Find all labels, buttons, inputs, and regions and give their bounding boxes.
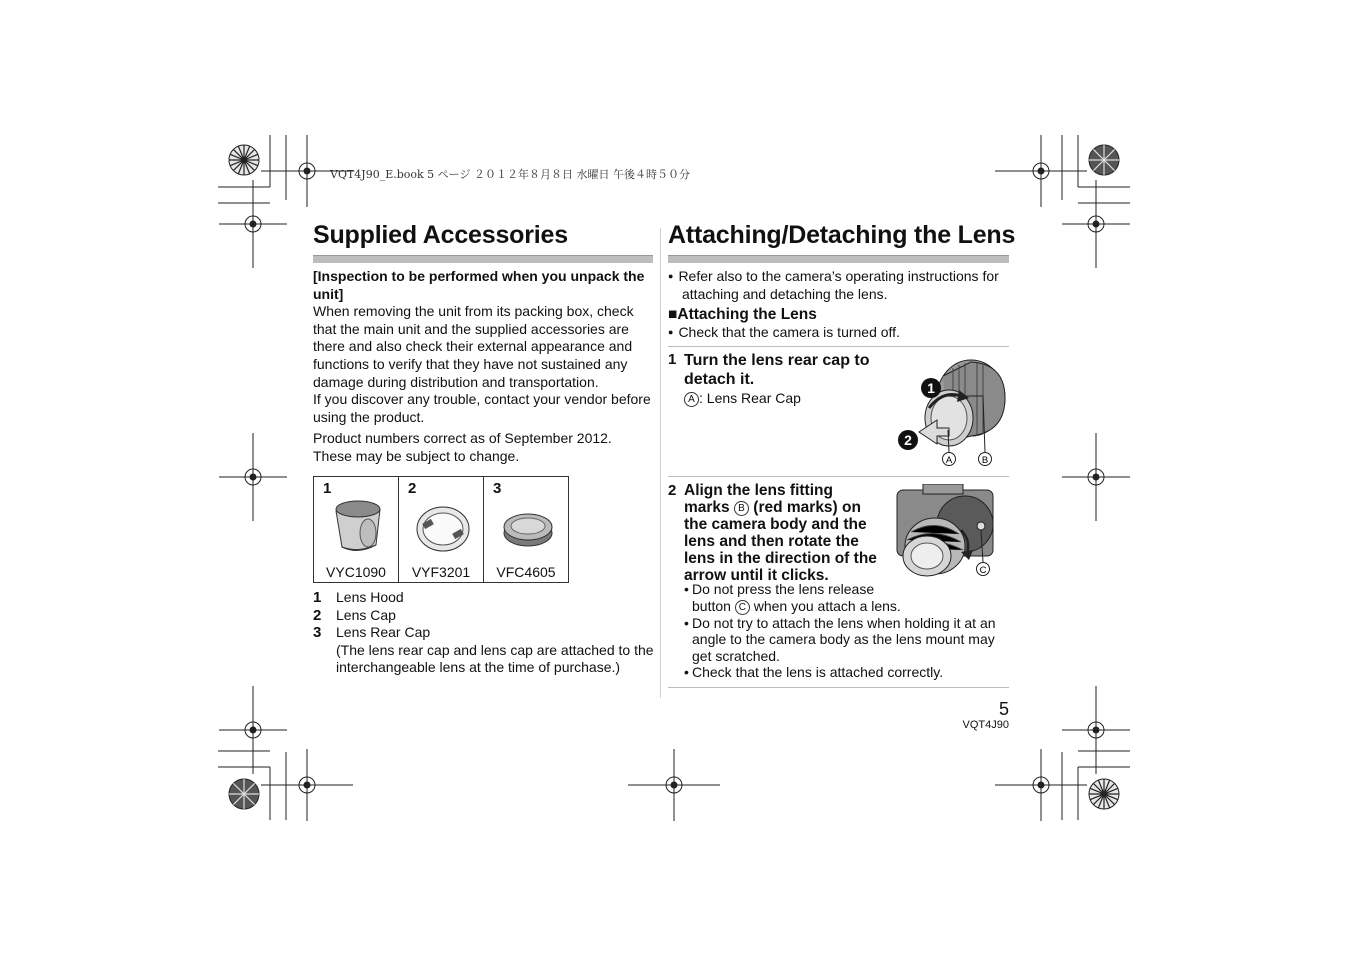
cell-number: 2 bbox=[408, 480, 417, 497]
supplied-accessories-title: Supplied Accessories bbox=[313, 221, 568, 249]
fig-label-one: 1 bbox=[927, 380, 935, 396]
step-2-text: the camera body and the lens and then rotate the lens in the direction of the arrow until it clicks. bbox=[684, 516, 877, 584]
intro-section bbox=[668, 268, 1009, 341]
refer-bullet: ● Refer also to the camera’s operating instructions for attaching and detaching the lens. bbox=[668, 268, 1009, 303]
fig-label-b: B bbox=[981, 455, 989, 466]
lens-hood-icon bbox=[328, 495, 388, 557]
accessory-list bbox=[313, 589, 658, 677]
lens-rear-cap-figure bbox=[893, 356, 1013, 470]
lens-cap-icon bbox=[413, 495, 473, 557]
cell-code: VYF3201 bbox=[411, 564, 471, 580]
list-note: (The lens rear cap and lens cap are attached to the interchangeable lens at the time of purchase.) bbox=[336, 641, 654, 676]
caution-bullet: • Check that the lens is attached correctly. bbox=[684, 664, 944, 681]
lens-rear-cap-icon bbox=[498, 495, 558, 557]
inspection-text: When removing the unit from its packing box, check that the main unit and the supplied accessories are there and also check their external appearance and functions to verify that they have not sustained any damage during distribution and transportation. bbox=[313, 303, 634, 390]
step-2-bullets bbox=[684, 581, 1010, 681]
step-2-line-1: Align the lens fitting bbox=[684, 482, 833, 499]
step-divider bbox=[668, 346, 1009, 347]
inspection-section bbox=[313, 268, 653, 466]
cell-number: 3 bbox=[493, 480, 502, 497]
attaching-subheading: ■Attaching the Lens bbox=[668, 306, 817, 324]
camera-lens-figure bbox=[893, 484, 1011, 582]
cell-code: VYC1090 bbox=[326, 564, 386, 580]
accessory-cell bbox=[399, 477, 484, 583]
accessory-cell bbox=[314, 477, 399, 583]
model-code: VQT4J90 bbox=[962, 719, 1009, 731]
attaching-lens-title: Attaching/Detaching the Lens bbox=[668, 221, 1016, 249]
cell-code: VFC4605 bbox=[496, 564, 556, 580]
step-number: 2 bbox=[668, 482, 677, 499]
fig-label-a: A bbox=[945, 455, 953, 466]
print-header: VQT4J90_E.book 5 ページ ２０１２年８月８日 水曜日 午後４時５０分 bbox=[330, 168, 690, 181]
title-underline bbox=[668, 255, 1009, 263]
trouble-text: If you discover any trouble, contact your vendor before using the product. bbox=[313, 391, 651, 425]
list-item: 3 Lens Rear Cap bbox=[313, 624, 431, 642]
step-2 bbox=[668, 482, 883, 584]
step-1 bbox=[668, 351, 888, 407]
page-number: 5 bbox=[998, 699, 1009, 719]
fig-label-c: C bbox=[979, 565, 987, 576]
step-1-note: A : Lens Rear Cap bbox=[684, 390, 888, 407]
column-separator bbox=[660, 228, 661, 698]
check-off-bullet: ● Check that the camera is turned off. bbox=[668, 324, 1009, 342]
step-1-text: Turn the lens rear cap to detach it. bbox=[684, 352, 870, 388]
product-note: Product numbers correct as of September 2012. These may be subject to change. bbox=[313, 430, 612, 464]
inspection-heading: [Inspection to be performed when you unpack the unit] bbox=[313, 268, 645, 302]
fig-label-two: 2 bbox=[904, 432, 912, 448]
caution-bullet: • Do not try to attach the lens when holding it at an angle to the camera body as the lens mount may get scratched. bbox=[684, 614, 996, 664]
accessory-cell bbox=[484, 477, 569, 583]
list-item: 1 Lens Hood bbox=[313, 589, 404, 606]
title-underline bbox=[313, 255, 653, 263]
step-divider bbox=[668, 476, 1009, 477]
cell-number: 1 bbox=[323, 480, 332, 497]
step-2-line-2: marks B (red marks) on bbox=[684, 499, 861, 516]
accessories-table bbox=[313, 476, 569, 583]
caution-bullet: • Do not press the lens release button C when you attach a lens. bbox=[684, 581, 901, 614]
step-divider bbox=[668, 687, 1009, 688]
step-number: 1 bbox=[668, 351, 677, 368]
square-bullet-icon: ■ bbox=[668, 306, 678, 324]
list-item: 2 Lens Cap bbox=[313, 606, 396, 624]
